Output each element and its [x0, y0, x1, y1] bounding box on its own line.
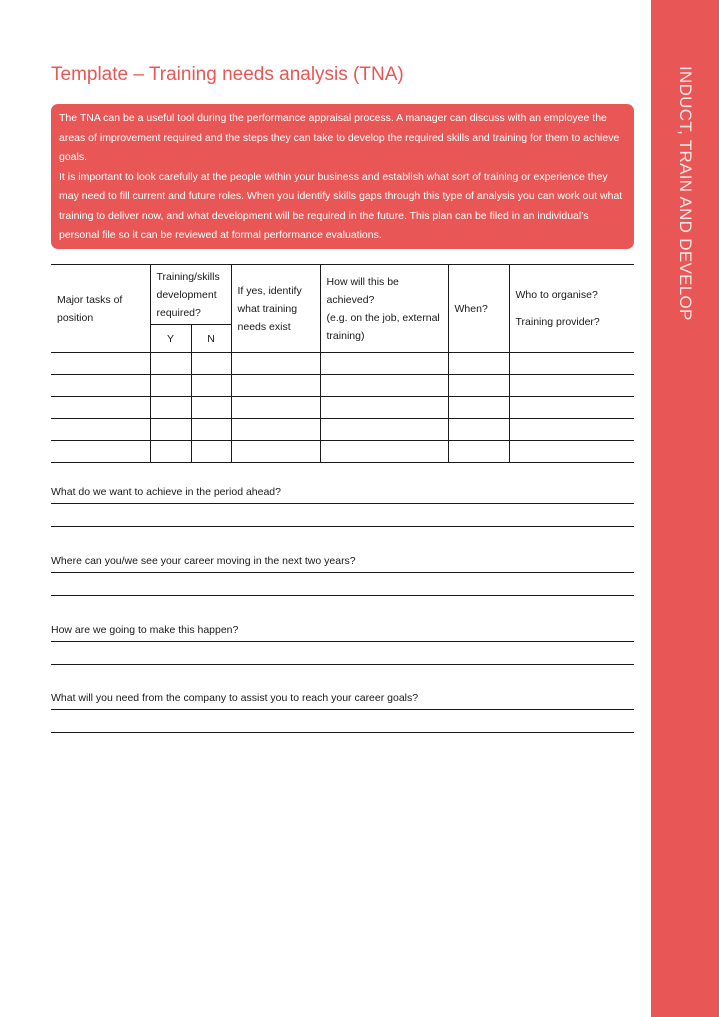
- cell-how[interactable]: [320, 397, 448, 419]
- header-how-achieved-example: (e.g. on the job, external training): [326, 311, 440, 342]
- answer-line[interactable]: [51, 664, 634, 665]
- cell-who[interactable]: [509, 375, 634, 397]
- answer-line[interactable]: [51, 732, 634, 733]
- cell-task[interactable]: [51, 353, 150, 375]
- table-body: [51, 353, 634, 463]
- cell-when[interactable]: [448, 375, 509, 397]
- answer-line[interactable]: [51, 526, 634, 527]
- cell-identify[interactable]: [231, 419, 320, 441]
- answer-line[interactable]: [51, 641, 634, 642]
- question-label: What will you need from the company to assist you to reach your career goals?: [51, 692, 419, 704]
- header-when: When?: [448, 265, 509, 353]
- answer-line[interactable]: [51, 503, 634, 504]
- sidebar-band: [651, 0, 719, 1017]
- answer-line[interactable]: [51, 572, 634, 573]
- cell-yes[interactable]: [150, 441, 191, 463]
- intro-box: [51, 104, 634, 249]
- table-row: [51, 353, 634, 375]
- cell-task[interactable]: [51, 419, 150, 441]
- cell-no[interactable]: [191, 441, 231, 463]
- cell-no[interactable]: [191, 419, 231, 441]
- question-label: Where can you/we see your career moving in the next two years?: [51, 555, 356, 567]
- header-how-achieved: [320, 265, 448, 353]
- cell-no[interactable]: [191, 375, 231, 397]
- cell-how[interactable]: [320, 375, 448, 397]
- sidebar-section-label: INDUCT, TRAIN AND DEVELOP: [676, 66, 695, 321]
- cell-identify[interactable]: [231, 375, 320, 397]
- cell-how[interactable]: [320, 419, 448, 441]
- intro-paragraph-1: The TNA can be a useful tool during the performance appraisal process. A manager can discuss with an employee the areas of improvement required and the steps they can take to develop the required skills and training for them to achieve goals.: [59, 112, 620, 163]
- cell-task[interactable]: [51, 397, 150, 419]
- table-row: [51, 441, 634, 463]
- cell-when[interactable]: [448, 353, 509, 375]
- table-row: [51, 375, 634, 397]
- cell-identify[interactable]: [231, 441, 320, 463]
- cell-identify[interactable]: [231, 397, 320, 419]
- header-no: N: [191, 325, 231, 353]
- cell-identify[interactable]: [231, 353, 320, 375]
- header-major-tasks: Major tasks of position: [51, 265, 150, 353]
- question-label: What do we want to achieve in the period ahead?: [51, 486, 281, 498]
- cell-how[interactable]: [320, 441, 448, 463]
- cell-yes[interactable]: [150, 419, 191, 441]
- cell-yes[interactable]: [150, 375, 191, 397]
- header-training-required: Training/skills development required?: [150, 265, 231, 325]
- intro-paragraph-2: It is important to look carefully at the people within your business and establish what sort of training or experience they may need to fill current and future roles. When you identify skills gaps through this type of analysis you can work out what training to deliver now, and what development will be required in the future. This plan can be filed in an individual’s personal file so it can be reviewed at formal performance evaluations.: [59, 170, 623, 241]
- table-row: [51, 419, 634, 441]
- header-who-organise: [509, 265, 634, 353]
- tna-table: [51, 264, 634, 463]
- cell-how[interactable]: [320, 353, 448, 375]
- cell-no[interactable]: [191, 353, 231, 375]
- cell-no[interactable]: [191, 397, 231, 419]
- cell-when[interactable]: [448, 397, 509, 419]
- cell-when[interactable]: [448, 441, 509, 463]
- cell-who[interactable]: [509, 353, 634, 375]
- table-row: [51, 397, 634, 419]
- header-yes: Y: [150, 325, 191, 353]
- answer-line[interactable]: [51, 709, 634, 710]
- page-title: Template – Training needs analysis (TNA): [51, 64, 404, 85]
- cell-who[interactable]: [509, 441, 634, 463]
- answer-line[interactable]: [51, 595, 634, 596]
- question-label: How are we going to make this happen?: [51, 624, 239, 636]
- cell-who[interactable]: [509, 419, 634, 441]
- header-identify-needs: If yes, identify what training needs exist: [231, 265, 320, 353]
- header-how-achieved-label: How will this be achieved?: [326, 275, 399, 306]
- cell-task[interactable]: [51, 375, 150, 397]
- cell-yes[interactable]: [150, 397, 191, 419]
- header-who-organise-label: Who to organise?: [515, 289, 598, 301]
- cell-yes[interactable]: [150, 353, 191, 375]
- cell-task[interactable]: [51, 441, 150, 463]
- cell-who[interactable]: [509, 397, 634, 419]
- header-training-provider-label: Training provider?: [515, 316, 600, 328]
- cell-when[interactable]: [448, 419, 509, 441]
